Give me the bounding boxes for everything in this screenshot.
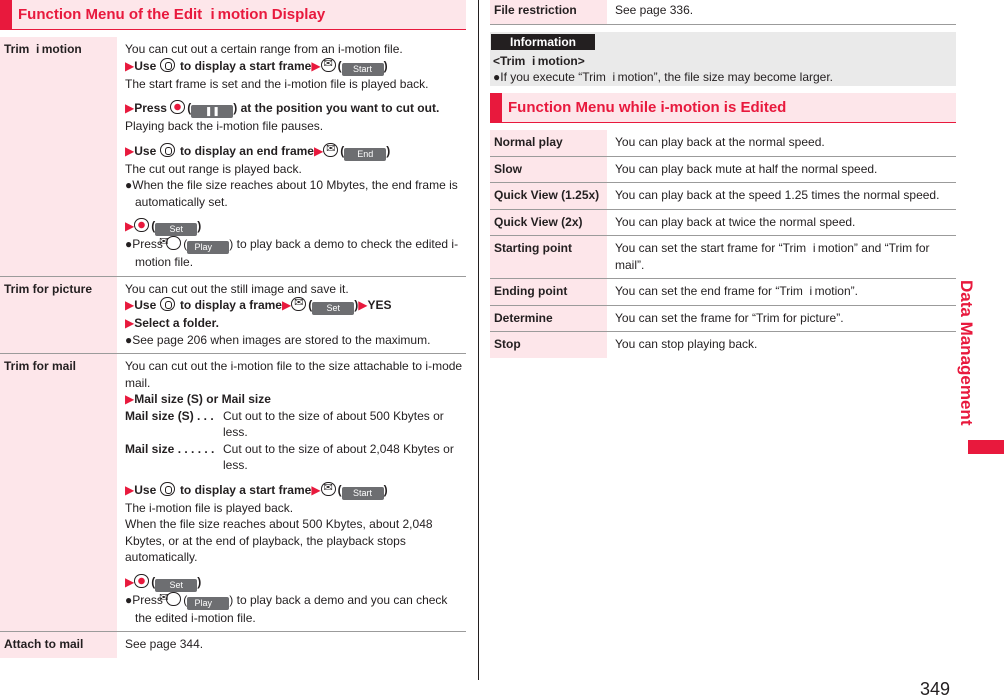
- row-desc: [117, 354, 466, 632]
- softkey-pause: ❚❚: [191, 105, 233, 118]
- step-triangle-icon: ▶: [313, 143, 324, 158]
- mail-key-icon: [166, 236, 181, 250]
- desc-line: You can cut out the still image and save it.: [125, 281, 349, 296]
- row-key: Starting point: [490, 236, 607, 279]
- mail-key-icon: [166, 592, 181, 606]
- enter-key-icon: [134, 574, 149, 588]
- mail-size-option: [125, 441, 464, 474]
- step: ▶Use to display a start frame▶✉ ( Start ): [125, 482, 464, 500]
- step: ▶ ( Set ): [125, 574, 202, 590]
- row-desc: You can set the start frame for “Trim i motion” and “Trim for mail”.: [607, 236, 956, 279]
- softkey-start: Start: [342, 63, 384, 76]
- row-desc: You can play back mute at half the normal speed.: [607, 156, 956, 183]
- mail-key-icon: [321, 58, 336, 72]
- chapter-marker: [968, 440, 1004, 454]
- row-key: Quick View (1.25x): [490, 183, 607, 210]
- row-key: Ending point: [490, 279, 607, 306]
- step-triangle-icon: ▶: [125, 392, 135, 406]
- step-text: to display an end frame: [179, 143, 314, 158]
- softkey-set: Set: [155, 579, 197, 592]
- file-restriction-table: [490, 0, 956, 25]
- step-triangle-icon: ▶: [125, 143, 135, 158]
- edit-menu-table: [0, 37, 466, 658]
- step-text: at the position you want to cut out.: [240, 101, 440, 115]
- bullet-icon: ●: [125, 332, 133, 347]
- mail-size-option: [125, 408, 464, 441]
- step-triangle-icon: ▶: [281, 298, 292, 312]
- chapter-title: Data Management: [957, 280, 976, 426]
- step: [125, 315, 464, 332]
- step: ▶Use to display an end frame▶✉ ( End ): [125, 143, 464, 161]
- table-row: [0, 632, 466, 658]
- section-rule: [0, 29, 466, 30]
- bullet-text: If you execute “Trim i motion”, the file size may become larger.: [500, 70, 833, 84]
- step-text: to display a start frame: [179, 58, 312, 73]
- mail-key-icon: [323, 143, 338, 157]
- bullet-text: See page 206 when images are stored to the maximum.: [132, 332, 431, 347]
- step: ▶Use to display a start frame▶✉ ( Start ): [125, 58, 464, 76]
- row-desc: See page 336.: [615, 3, 694, 17]
- row-key: Attach to mail: [0, 632, 117, 658]
- step-triangle-icon: ▶: [125, 101, 135, 115]
- softkey-end: End: [344, 148, 386, 161]
- row-key: Stop: [490, 332, 607, 358]
- step-triangle-icon: ▶: [125, 58, 135, 73]
- row-desc: [117, 276, 466, 354]
- row-key: Normal play: [490, 130, 607, 156]
- row-key: Trim i motion: [0, 37, 117, 276]
- right-section-title: Function Menu while i-motion is Edited: [508, 99, 787, 116]
- step-text: to display a frame: [179, 298, 282, 312]
- row-key: Slow: [490, 156, 607, 183]
- bullet-text: When the file size reaches about 10 Mbytes, the end frame is automatically set.: [132, 178, 458, 209]
- step-text: to display a start frame: [179, 482, 312, 497]
- row-desc: You can play back at the speed 1.25 times the normal speed.: [607, 183, 956, 210]
- row-key: Trim for mail: [0, 354, 117, 632]
- row-desc: You can set the frame for “Trim for picture”.: [607, 305, 956, 332]
- softkey-start: Start: [342, 487, 384, 500]
- bullet-item: [125, 332, 464, 349]
- step-triangle-icon: ▶: [125, 482, 135, 497]
- option-value: Cut out to the size of about 500 Kbytes or less.: [223, 408, 444, 439]
- enter-key-icon: [170, 100, 185, 114]
- row-key: Trim for picture: [0, 276, 117, 354]
- step: ▶Press ( ❚❚ ) at the position you want to cut out.: [125, 101, 440, 116]
- row-key: File restriction: [490, 0, 607, 24]
- desc-line: The start frame is set and the i-motion file is played back.: [125, 76, 429, 91]
- step-text: Press: [134, 101, 167, 115]
- step-text: Mail size (S) or Mail size: [134, 392, 271, 406]
- table-row: [490, 209, 956, 236]
- edited-menu-table: [490, 130, 956, 358]
- table-row: [490, 236, 956, 279]
- right-section-header: [490, 93, 956, 123]
- mail-key-icon: [291, 297, 306, 311]
- page-number: 349: [920, 679, 951, 697]
- table-row: [490, 279, 956, 306]
- step-text: Use: [134, 58, 157, 73]
- option-value: Cut out to the size of about 2,048 Kbytes or less.: [223, 441, 454, 472]
- bullet-icon: ●: [125, 178, 133, 192]
- row-desc: [117, 632, 466, 658]
- softkey-set: Set: [312, 302, 354, 315]
- softkey-set: Set: [155, 223, 197, 236]
- row-desc: You can stop playing back.: [615, 337, 758, 351]
- row-desc: You can play back at twice the normal speed.: [607, 209, 956, 236]
- section-marker: [490, 93, 502, 123]
- desc-line: You can cut out the i-motion file to the size attachable to i-mode mail.: [125, 359, 463, 390]
- bullet-text: Press: [132, 237, 163, 251]
- information-title: <Trim i motion>: [493, 54, 585, 68]
- information-box: [490, 32, 956, 86]
- step: ▶ ( Set ): [125, 219, 202, 234]
- row-key: Determine: [490, 305, 607, 332]
- row-key: Quick View (2x): [490, 209, 607, 236]
- chapter-side-tab: [957, 0, 1004, 440]
- row-desc: You can play back at the normal speed.: [607, 130, 956, 156]
- step-text: Use: [134, 482, 157, 497]
- desc-line: When the file size reaches about 500 Kbytes, about 2,048 Kbytes, or at the end of playback, the playback stops automatically.: [125, 517, 433, 564]
- bullet-item: [125, 177, 464, 210]
- step-text: Select a folder.: [134, 316, 219, 330]
- bullet-text: to play back a demo to check the edited i-motion file.: [135, 237, 459, 269]
- table-row: [0, 354, 466, 632]
- desc-line: Playing back the i-motion file pauses.: [125, 119, 324, 133]
- select-key-icon: [160, 297, 175, 311]
- table-row: [0, 37, 466, 276]
- step-text: YES: [367, 298, 392, 312]
- bullet-icon: ●: [125, 237, 133, 251]
- left-section-header: [0, 0, 466, 30]
- bullet-item: ●Press ✉ ( Play ) to play back a demo to check the edited i-motion file.: [125, 236, 464, 271]
- step-triangle-icon: ▶: [311, 58, 321, 73]
- section-marker: [0, 0, 12, 30]
- option-key: Mail size (S) . . .: [125, 408, 214, 423]
- bullet-item: ●Press ✉ ( Play ) to play back a demo and you can check the edited i-motion file.: [125, 592, 464, 627]
- select-key-icon: [160, 482, 175, 496]
- select-key-icon: [160, 143, 175, 157]
- table-row: [490, 332, 956, 358]
- table-row: [490, 130, 956, 156]
- table-row: [490, 183, 956, 210]
- option-key: Mail size . . . . . .: [125, 441, 215, 456]
- table-row: [490, 156, 956, 183]
- mail-key-icon: [321, 482, 336, 496]
- step-text: Use: [134, 298, 157, 312]
- column-divider: [478, 0, 479, 680]
- enter-key-icon: [134, 218, 149, 232]
- step-triangle-icon: ▶: [125, 298, 135, 312]
- section-rule: [490, 122, 956, 123]
- information-text: [493, 70, 833, 84]
- step-triangle-icon: ▶: [358, 298, 368, 312]
- softkey-play: Play: [187, 597, 229, 610]
- table-row: [490, 305, 956, 332]
- bullet-text: to play back a demo and you can check the edited i-motion file.: [135, 592, 448, 625]
- information-label: Information: [491, 34, 595, 50]
- bullet-icon: ●: [493, 70, 501, 84]
- step-text: Use: [134, 143, 157, 158]
- desc-line: The cut out range is played back.: [125, 161, 302, 176]
- softkey-play: Play: [187, 241, 229, 254]
- select-key-icon: [160, 58, 175, 72]
- desc-line: You can cut out a certain range from an i-motion file.: [125, 42, 403, 56]
- row-desc: You can set the end frame for “Trim i motion”.: [607, 279, 956, 306]
- table-row: [0, 276, 466, 354]
- step-triangle-icon: ▶: [125, 219, 135, 233]
- bullet-text: Press: [132, 592, 163, 607]
- desc-line: The i-motion file is played back.: [125, 500, 294, 515]
- left-section-title: Function Menu of the Edit i motion Display: [18, 6, 326, 23]
- step: ▶Use to display a frame▶✉ ( Set )▶YES: [125, 297, 464, 315]
- bullet-icon: ●: [125, 592, 133, 607]
- step-triangle-icon: ▶: [125, 316, 135, 330]
- table-row: [490, 0, 956, 24]
- step-triangle-icon: ▶: [125, 574, 135, 589]
- step: [125, 391, 464, 408]
- step-triangle-icon: ▶: [311, 482, 321, 497]
- desc-line: See page 344.: [125, 637, 204, 651]
- row-desc: [117, 37, 466, 276]
